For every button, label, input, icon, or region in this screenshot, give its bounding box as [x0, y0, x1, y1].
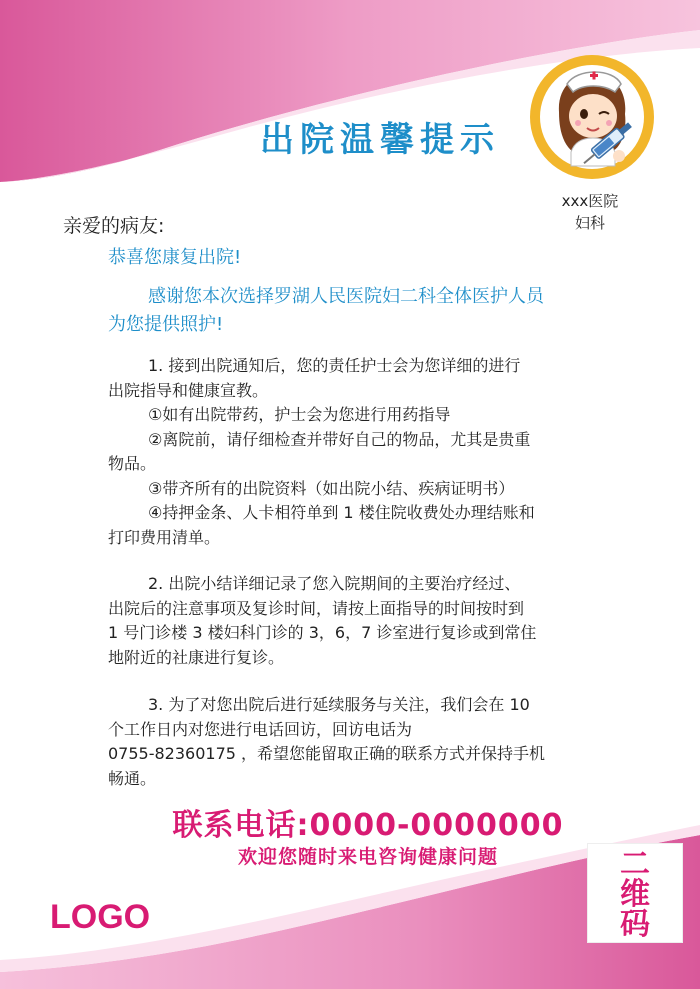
item-3: [108, 693, 628, 791]
qr-code-placeholder: [587, 843, 683, 943]
item-2: [108, 572, 628, 670]
item-2-line-3: 1 号门诊楼 3 楼妇科门诊的 3，6，7 诊室进行复诊或到常住: [108, 623, 537, 642]
qr-label-3: 码: [620, 907, 650, 942]
congrats-line: 恭喜您康复出院!: [108, 247, 242, 268]
item-2-line-1: 2. 出院小结详细记录了您入院期间的主要治疗经过、: [148, 574, 521, 593]
page-title: 出院温馨提示: [260, 120, 500, 160]
watermark: ​: [203, 155, 237, 201]
item-3-line-3: 0755-82360175 ，希望您能留取正确的联系方式并保持手机: [108, 744, 546, 763]
item-1-sub-4b: 打印费用清单。: [108, 527, 221, 547]
hospital-label: [540, 190, 640, 234]
item-3-line-4: 畅通。: [108, 768, 157, 788]
hospital-name: xxx医院: [561, 192, 619, 210]
contact-phone: 联系电话:0000-0000000: [172, 808, 564, 843]
item-1-sub-2b: 物品。: [108, 454, 157, 473]
item-1: [108, 354, 628, 550]
item-1-sub-1: ①如有出院带药，护士会为您进行用药指导: [148, 405, 451, 424]
thanks-paragraph: [108, 283, 628, 339]
thanks-line-2: 为您提供照护!: [108, 314, 224, 335]
item-3-line-1: 3. 为了对您出院后进行延续服务与关注，我们会在 10: [148, 695, 530, 714]
department-name: 妇科: [574, 214, 605, 232]
logo: LOGO: [50, 898, 151, 936]
item-3-line-2: 个工作日内对您进行电话回访，回访电话为: [108, 719, 413, 739]
item-1-sub-3: ③带齐所有的出院资料（如出院小结、疾病证明书）: [148, 478, 515, 498]
qr-label-2: 维: [620, 877, 650, 912]
item-1-sub-4a: ④持押金条、人卡相符单到 1 楼住院收费处办理结账和: [148, 503, 535, 522]
item-1-line-2: 出院指导和健康宣教。: [108, 380, 269, 400]
item-1-line-1: 1. 接到出院通知后，您的责任护士会为您详细的进行: [148, 356, 521, 375]
qr-label: [588, 847, 682, 942]
item-2-line-2: 出院后的注意事项及复诊时间，请按上面指导的时间按时到: [108, 598, 525, 618]
greeting: 亲爱的病友:: [63, 215, 165, 237]
thanks-line-1: 感谢您本次选择罗湖人民医院妇二科全体医护人员: [148, 286, 544, 307]
item-2-line-4: 地附近的社康进行复诊。: [108, 647, 285, 667]
item-1-sub-2a: ②离院前，请仔细检查并带好自己的物品，尤其是贵重: [148, 429, 531, 449]
qr-label-1: 二: [620, 847, 650, 882]
welcome-text: 欢迎您随时来电咨询健康问题: [237, 846, 498, 868]
